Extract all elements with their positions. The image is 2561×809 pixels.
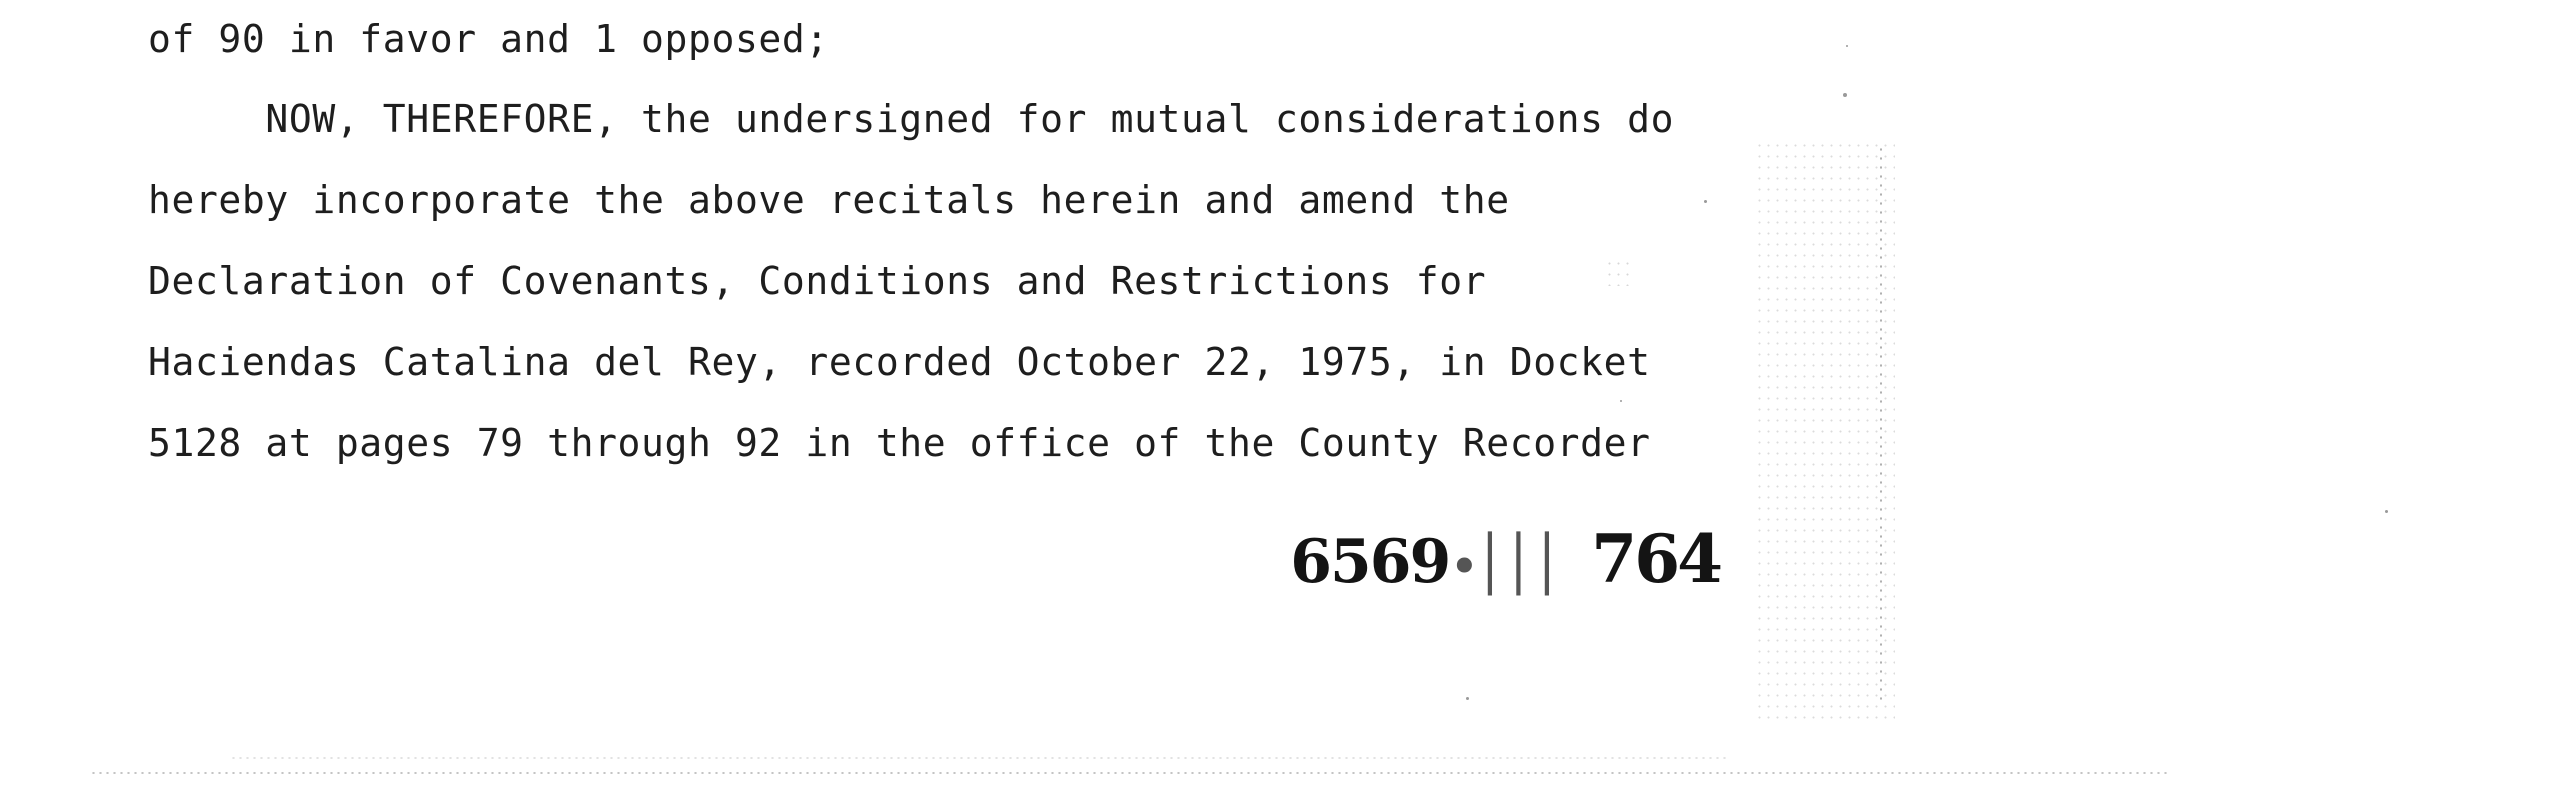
stamp-docket-number: 6569 bbox=[1290, 527, 1450, 597]
text-line-3: hereby incorporate the above recitals herein and amend the bbox=[148, 178, 1510, 222]
text-line-6: 5128 at pages 79 through 92 in the office of the County Recorder bbox=[148, 421, 1651, 465]
recorder-stamp bbox=[1268, 510, 1720, 608]
stamp-page-number: 764 bbox=[1591, 520, 1721, 598]
scan-speck bbox=[1846, 45, 1848, 47]
text-line-5: Haciendas Catalina del Rey, recorded October 22, 1975, in Docket bbox=[148, 340, 1651, 384]
scan-noise-smudge bbox=[1755, 140, 1895, 720]
scan-speck bbox=[1704, 200, 1707, 203]
scan-noise-row bbox=[230, 757, 1730, 759]
scan-noise-column bbox=[1880, 145, 1882, 705]
scan-speck bbox=[1843, 93, 1847, 97]
scan-noise-smudge bbox=[1605, 258, 1635, 286]
scan-speck bbox=[1620, 400, 1622, 402]
scan-noise-row bbox=[90, 772, 2170, 774]
text-line-2: NOW, THEREFORE, the undersigned for mutual considerations do bbox=[148, 97, 1675, 141]
scan-speck bbox=[1466, 697, 1469, 700]
text-line-1: of 90 in favor and 1 opposed; bbox=[148, 17, 829, 61]
scan-speck bbox=[2385, 510, 2388, 513]
text-line-4: Declaration of Covenants, Conditions and Restrictions for bbox=[148, 259, 1487, 303]
stamp-smudge: ∙│││ bbox=[1451, 532, 1560, 595]
